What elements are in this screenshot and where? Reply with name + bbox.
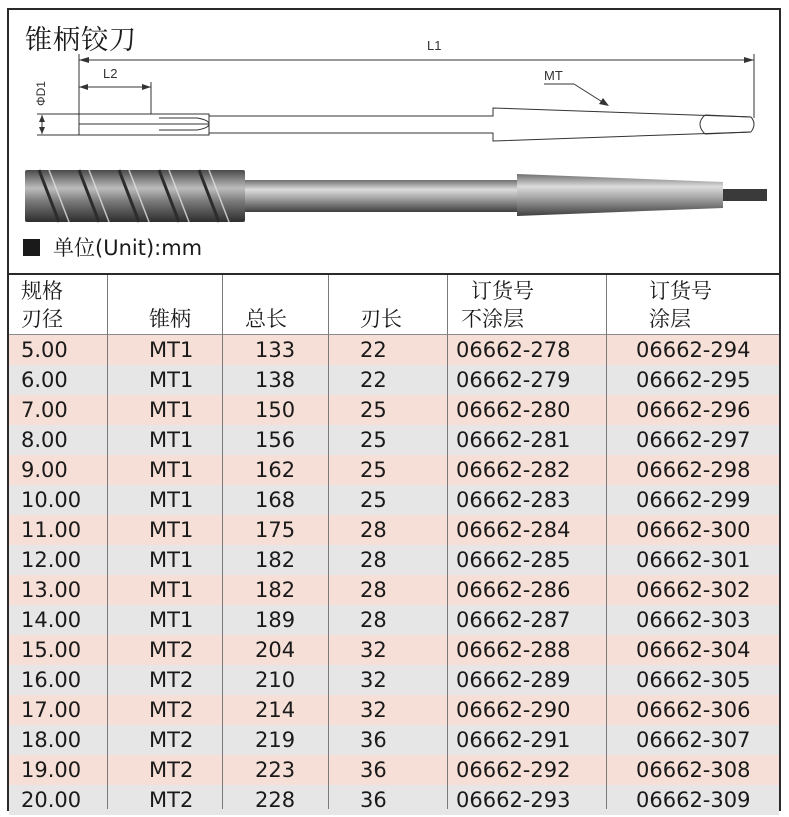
cell-order-uncoated: 06662-292 [456,758,571,782]
cell-flute-length: 25 [360,428,387,452]
header-coated: 涂层 [649,307,691,331]
cell-taper: MT1 [149,338,194,362]
cell-diameter: 18.00 [21,728,82,752]
cell-diameter: 14.00 [21,608,82,632]
cell-flute-length: 36 [360,758,387,782]
cell-order-uncoated: 06662-286 [456,578,571,602]
cell-order-uncoated: 06662-285 [456,548,571,572]
cell-order-coated: 06662-301 [636,548,751,572]
cell-total-length: 182 [255,578,296,602]
cell-flute-length: 28 [360,608,387,632]
cell-diameter: 10.00 [21,488,82,512]
table-row [9,335,779,365]
cell-taper: MT1 [149,548,194,572]
cell-diameter: 15.00 [21,638,82,662]
cell-flute-length: 25 [360,398,387,422]
cell-total-length: 138 [255,368,296,392]
table-row [9,425,779,455]
cell-order-coated: 06662-296 [636,398,751,422]
cell-taper: MT2 [149,638,194,662]
table-row [9,395,779,425]
cell-order-coated: 06662-308 [636,758,751,782]
cell-diameter: 12.00 [21,548,82,572]
cell-flute-length: 36 [360,728,387,752]
table-row [9,635,779,665]
cell-total-length: 223 [255,758,296,782]
cell-order-coated: 06662-299 [636,488,751,512]
table-row [9,755,779,785]
cell-taper: MT1 [149,578,194,602]
cell-order-uncoated: 06662-291 [456,728,571,752]
cell-diameter: 13.00 [21,578,82,602]
table-row [9,545,779,575]
cell-order-uncoated: 06662-281 [456,428,571,452]
spec-table [9,275,779,815]
cell-flute-length: 32 [360,698,387,722]
cell-order-uncoated: 06662-278 [456,338,571,362]
l2-dimension [79,66,151,114]
d1-label: ΦD1 [34,81,48,106]
cell-total-length: 219 [255,728,296,752]
cell-taper: MT1 [149,518,194,542]
cell-taper: MT1 [149,368,194,392]
cell-order-coated: 06662-295 [636,368,751,392]
cell-flute-length: 25 [360,488,387,512]
table-row [9,485,779,515]
cell-taper: MT2 [149,788,194,812]
cell-diameter: 7.00 [21,398,68,422]
cell-flute-length: 22 [360,338,387,362]
cell-order-coated: 06662-305 [636,668,751,692]
table-row [9,515,779,545]
l2-label: L2 [103,66,118,81]
l1-label: L1 [427,38,442,53]
cell-order-uncoated: 06662-279 [456,368,571,392]
cell-total-length: 150 [255,398,296,422]
table-body [9,335,779,815]
cell-total-length: 162 [255,458,296,482]
cell-order-coated: 06662-307 [636,728,751,752]
cell-taper: MT1 [149,428,194,452]
table-row [9,575,779,605]
table-row [9,785,779,815]
column-divider [606,275,607,809]
column-divider [222,275,223,809]
table-row [9,695,779,725]
product-sheet [7,8,781,811]
cell-taper: MT2 [149,698,194,722]
cell-diameter: 16.00 [21,668,82,692]
cell-diameter: 20.00 [21,788,82,812]
header-spec: 规格 [21,279,63,303]
cell-diameter: 6.00 [21,368,68,392]
cell-order-uncoated: 06662-290 [456,698,571,722]
cell-taper: MT1 [149,608,194,632]
table-row [9,665,779,695]
header-total-length: 总长 [245,307,287,331]
cell-order-uncoated: 06662-283 [456,488,571,512]
table-header [9,275,779,335]
unit-label: 单位(Unit):mm [53,236,203,260]
cell-total-length: 168 [255,488,296,512]
cell-diameter: 19.00 [21,758,82,782]
cell-flute-length: 25 [360,458,387,482]
cell-total-length: 214 [255,698,296,722]
cell-flute-length: 36 [360,788,387,812]
column-divider [328,275,329,809]
cell-order-coated: 06662-309 [636,788,751,812]
cell-order-coated: 06662-304 [636,638,751,662]
table-row [9,605,779,635]
cell-order-uncoated: 06662-284 [456,518,571,542]
cell-order-uncoated: 06662-287 [456,608,571,632]
column-divider [107,275,108,809]
cell-order-coated: 06662-294 [636,338,751,362]
header-uncoated: 不涂层 [461,307,524,331]
cell-diameter: 17.00 [21,698,82,722]
cell-order-uncoated: 06662-289 [456,668,571,692]
table-row [9,455,779,485]
cell-order-coated: 06662-298 [636,458,751,482]
product-title: 锥柄铰刀 [25,25,137,56]
cell-taper: MT2 [149,758,194,782]
cell-taper: MT1 [149,488,194,512]
cell-total-length: 210 [255,668,296,692]
cell-order-coated: 06662-302 [636,578,751,602]
cell-order-coated: 06662-303 [636,608,751,632]
cell-taper: MT1 [149,458,194,482]
cell-taper: MT1 [149,398,194,422]
product-header [9,10,779,275]
table-row [9,725,779,755]
reamer-outline [79,108,754,141]
cell-diameter: 5.00 [21,338,68,362]
column-divider [447,275,448,809]
cell-diameter: 11.00 [21,518,82,542]
cell-order-uncoated: 06662-280 [456,398,571,422]
cell-flute-length: 32 [360,668,387,692]
cell-diameter: 8.00 [21,428,68,452]
cell-total-length: 133 [255,338,296,362]
header-taper-shank: 锥柄 [149,307,191,331]
cell-order-uncoated: 06662-293 [456,788,571,812]
cell-total-length: 156 [255,428,296,452]
cell-order-uncoated: 06662-282 [456,458,571,482]
cell-total-length: 175 [255,518,296,542]
header-order-no: 订货号 [471,279,534,303]
mt-label: MT [544,68,563,83]
cell-total-length: 204 [255,638,296,662]
cell-flute-length: 22 [360,368,387,392]
cell-total-length: 189 [255,608,296,632]
l1-dimension [79,38,754,135]
d1-dimension [34,81,79,135]
reamer-photo [25,170,767,222]
cell-taper: MT2 [149,728,194,752]
cell-order-uncoated: 06662-288 [456,638,571,662]
cell-flute-length: 28 [360,548,387,572]
cell-flute-length: 32 [360,638,387,662]
cell-flute-length: 28 [360,578,387,602]
header-order-no-coated: 订货号 [649,279,712,303]
mt-callout [544,68,609,106]
cell-total-length: 182 [255,548,296,572]
header-flute-length: 刃长 [360,307,402,331]
cell-order-coated: 06662-300 [636,518,751,542]
table-row [9,365,779,395]
cell-taper: MT2 [149,668,194,692]
cell-flute-length: 28 [360,518,387,542]
unit-note [23,232,202,262]
square-bullet-icon [23,239,40,256]
cell-total-length: 228 [255,788,296,812]
cell-order-coated: 06662-297 [636,428,751,452]
cell-diameter: 9.00 [21,458,68,482]
cell-order-coated: 06662-306 [636,698,751,722]
header-diameter: 刃径 [21,307,63,331]
